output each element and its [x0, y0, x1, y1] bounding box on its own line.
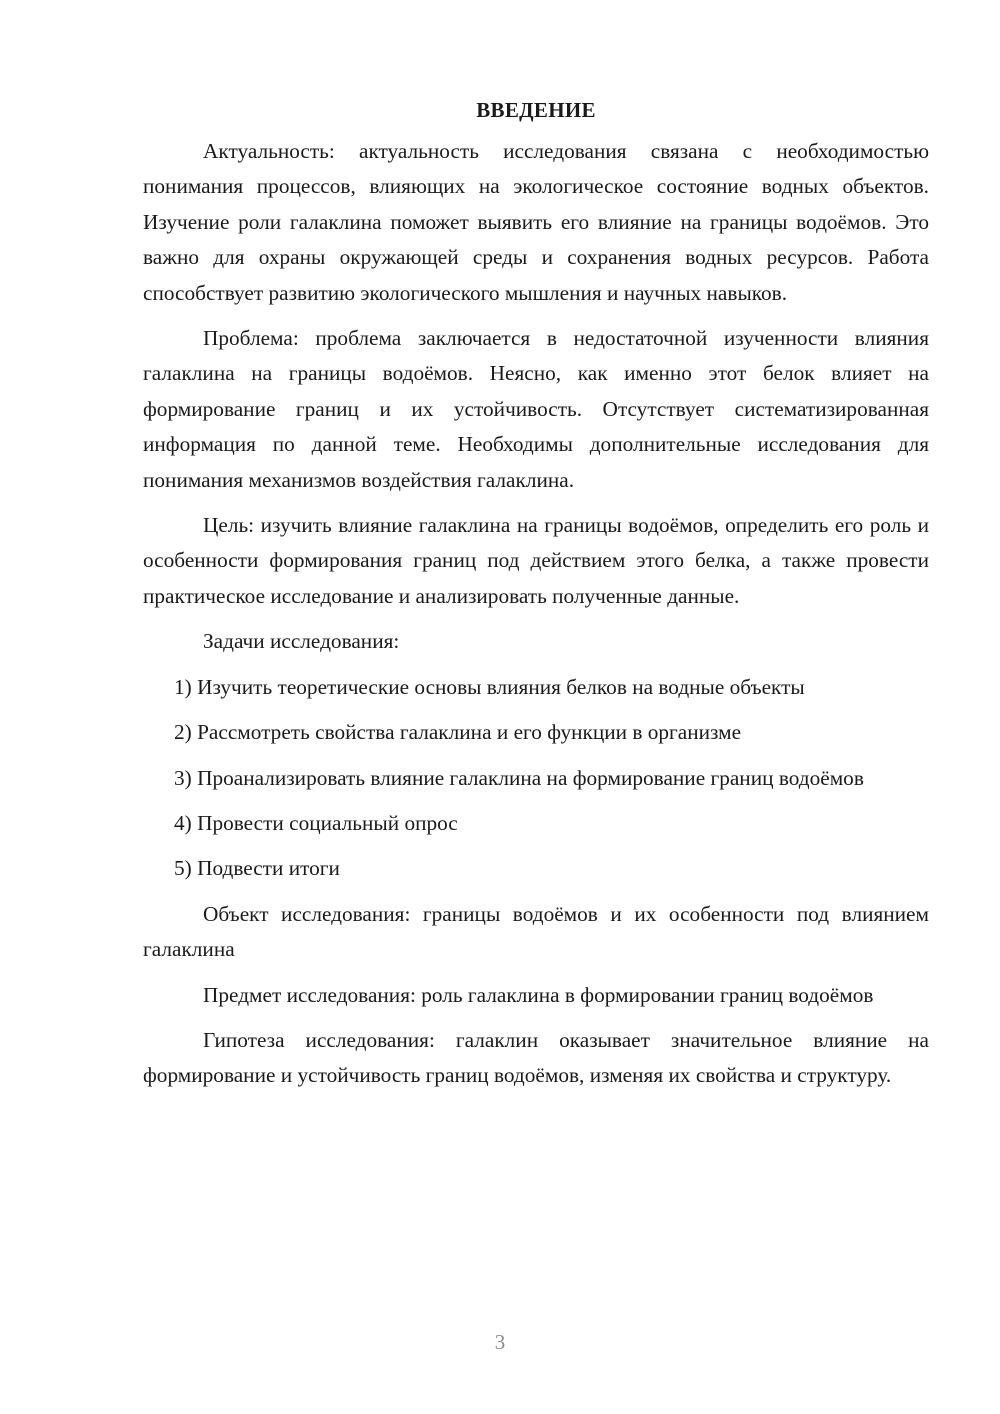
task-item-2: 2) Рассмотреть свойства галаклина и его функции в организме — [174, 720, 742, 745]
hypothesis-paragraph: Гипотеза исследования: галаклин оказывает значительное влияние на формирование и устойчивость границ водоёмов, изменяя их свойства и структуру. — [143, 1027, 929, 1088]
relevance-paragraph: Актуальность: актуальность исследования связана с необходимостью понимания процессов, влияющих на экологическое состояние водных объектов. Изучение роли галаклина поможет выявить его влияние на границы водоёмов. Это важно для охраны окружающей среды и сохранения водных ресурсов. Работа способствует развитию экологического мышления и научных навыков. — [143, 139, 929, 305]
task-item-5: 5) Подвести итоги — [174, 856, 340, 881]
task-item-1: 1) Изучить теоретические основы влияния белков на водные объекты — [174, 674, 805, 699]
subject-paragraph: Предмет исследования: роль галаклина в формировании границ водоёмов — [203, 982, 874, 1007]
page-number: 3 — [494, 1330, 506, 1354]
document-page — [143, 93, 929, 1104]
object-paragraph: Объект исследования: границы водоёмов и их особенности под влиянием галаклина — [143, 901, 929, 962]
tasks-heading: Задачи исследования: — [203, 629, 400, 654]
task-item-3: 3) Проанализировать влияние галаклина на формирование границ водоёмов — [174, 765, 864, 790]
section-title: ВВЕДЕНИЕ — [476, 98, 596, 122]
task-item-4: 4) Провести социальный опрос — [174, 810, 458, 835]
goal-paragraph: Цель: изучить влияние галаклина на границы водоёмов, определить его роль и особенности формирования границ под действием этого белка, а также провести практическое исследование и анализировать полученные данные. — [143, 513, 929, 608]
problem-paragraph: Проблема: проблема заключается в недостаточной изученности влияния галаклина на границы водоёмов. Неясно, как именно этот белок влияет на формирование границ и их устойчивость. Отсутствует систематизированная информация по данной теме. Необходимы дополнительные исследования для понимания механизмов воздействия галаклина. — [143, 326, 929, 492]
